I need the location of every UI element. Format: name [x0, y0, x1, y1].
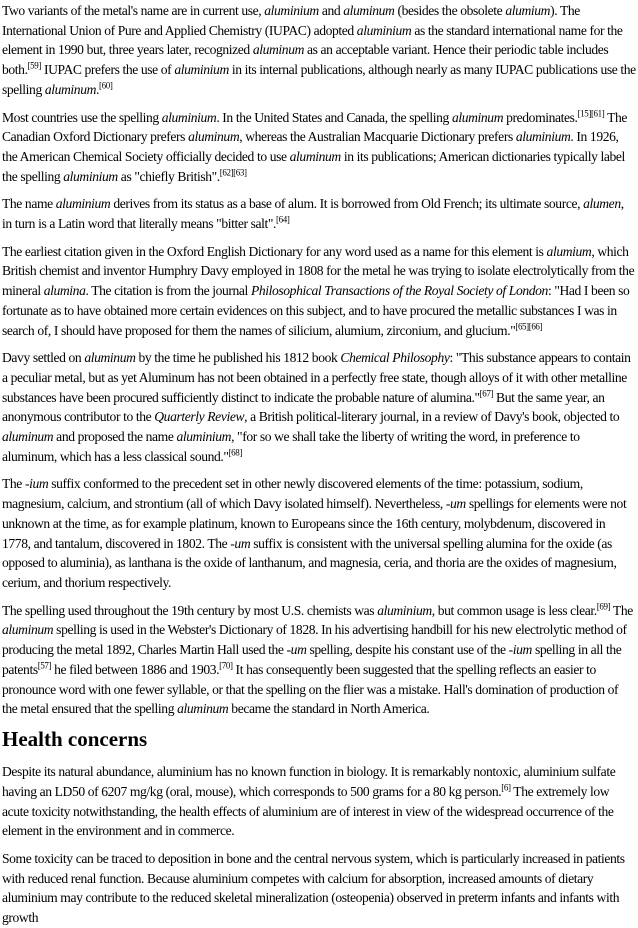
text-run: The spelling used throughout the 19th century by most U.S. chemists was [2, 602, 378, 618]
citation-reference[interactable]: [15][61] [577, 107, 605, 118]
italic-term: aluminum [2, 429, 54, 445]
citation-reference[interactable]: [64] [276, 214, 290, 225]
text-run: Two variants of the metal's name are in current use, [2, 3, 265, 18]
italic-term: -um [286, 642, 307, 658]
text-run: , but common usage is less clear. [431, 602, 597, 618]
text-run: IUPAC prefers the use of [40, 62, 175, 78]
text-run: and [318, 3, 344, 18]
italic-term: Chemical Philosophy [340, 350, 450, 366]
paragraph [2, 762, 636, 841]
italic-term: -ium [24, 476, 49, 492]
text-run: spelling is used in the Webster's Dictionary of 1828. In his advertising handbill for his new electrolytic method of producing the metal 1892, Charles Martin Hall used the [2, 622, 627, 658]
italic-term: alumina [43, 283, 86, 299]
text-run: predominates. [503, 109, 578, 125]
italic-term: aluminium [377, 602, 432, 618]
text-run: as the standard international name for the element in 1990 but, three years later, recognized [2, 22, 623, 58]
italic-term: aluminum [84, 350, 136, 366]
text-run: Despite its natural abundance, aluminium has no known function in biology. It is remarkably nontoxic, aluminium sulfate having an LD50 of 6207 mg/kg (oral, mouse), which corresponds to 500 grams for a 80 kg person. [2, 764, 616, 799]
text-run: spelling in all the patents [2, 642, 622, 677]
text-run: in its internal publications, although nearly as many IUPAC publications use the spelling [2, 62, 636, 97]
italic-term: aluminium [174, 62, 229, 78]
text-run: , which British chemist and inventor Humphry Davy employed in 1808 for the metal he was trying to isolate electrolytically from the mineral [2, 243, 635, 299]
text-run: . In the United States and Canada, the spelling [216, 109, 452, 125]
citation-reference[interactable]: [60] [99, 80, 113, 91]
text-run: Davy settled on [2, 350, 85, 366]
italic-term: aluminum [177, 701, 229, 717]
text-run: The [610, 602, 633, 618]
text-run: : "This substance appears to contain a peculiar metal, but as yet Aluminum has not been obtained in a perfectly free state, though alloys of it with other metalline substances have been procured sufficiently distinct to indicate the probable nature of alumina." [2, 350, 631, 405]
text-run: : "Had I been so fortunate as to have obtained more certain evidences on this subject, and to have procured the metallic substances I was in search of, I should have proposed for them the names of silicium, alumium, zirconium, and glucium." [2, 283, 630, 338]
text-run: Some toxicity can be traced to deposition in bone and the central nervous system, which is particularly increased in patients with reduced renal function. Because aluminium competes with calcium for absorption, increased amounts of dietary aluminium may contribute to the reduced skeletal mineralization (osteopenia) observed in preterm infants and infants with growth [2, 850, 625, 926]
text-run: , "for so we shall take the liberty of writing the word, in preference to aluminum, which has a less classical sound." [2, 429, 580, 464]
section-etymology [2, 1, 636, 719]
italic-term: aluminum [451, 109, 504, 125]
italic-term: aluminium [356, 22, 412, 38]
text-run: by the time he published his 1812 book [135, 350, 341, 366]
paragraph [2, 1, 636, 100]
text-run: spellings for elements were not unknown at the time, as for example platinum, known to Europeans since the 16th century, molybdenum, discovered in 1778, and tantalum, discovered in 1802. The [2, 496, 627, 551]
italic-term: aluminium [176, 429, 232, 445]
text-run: , a British political-literary journal, in a review of Davy's book, objected to [244, 409, 620, 425]
text-run: The [2, 476, 25, 492]
paragraph [2, 601, 636, 719]
paragraph [2, 348, 636, 466]
citation-reference[interactable]: [62][63] [219, 167, 247, 178]
text-run: . In 1926, the American Chemical Society officially decided to use [2, 129, 619, 164]
text-run: and proposed the name [53, 429, 177, 445]
text-run: , whereas the Australian Macquarie Dictionary prefers [239, 129, 516, 145]
italic-term: Quarterly Review [154, 409, 245, 425]
text-run: derives from its status as a base of alum. It is borrowed from Old French; its ultimate source, [110, 196, 584, 212]
paragraph [2, 242, 636, 341]
italic-term: aluminum [2, 622, 54, 638]
citation-reference[interactable]: [59] [27, 60, 41, 71]
text-run: The Canadian Oxford Dictionary prefers [2, 109, 628, 145]
text-run: , in turn is a Latin word that literally means "bitter salt". [2, 196, 624, 232]
text-run: . [96, 81, 100, 97]
italic-term: alumium [546, 243, 592, 259]
text-run: Most countries use the spelling [2, 109, 162, 125]
text-run: . The citation is from the journal [85, 283, 251, 299]
italic-term: alumen [583, 196, 621, 212]
italic-term: -um [445, 496, 466, 512]
italic-term: aluminium [515, 129, 571, 145]
text-run: became the standard in North America. [228, 701, 430, 717]
italic-term: -um [230, 535, 251, 551]
italic-term: alumium [505, 3, 551, 18]
citation-reference[interactable]: [69] [596, 601, 611, 612]
paragraph [2, 108, 636, 187]
text-run: in its publications; American dictionaries typically label the spelling [2, 148, 625, 184]
text-run: The extremely low acute toxicity notwithstanding, the health effects of aluminium are of interest in view of the widespread occurrence of the element in the environment and in commerce. [2, 783, 614, 839]
text-run: The name [2, 196, 56, 212]
italic-term: aluminum [188, 129, 240, 145]
italic-term: aluminum [252, 42, 305, 58]
italic-term: aluminium [264, 3, 319, 18]
text-run: But the same year, an anonymous contributor to the [2, 389, 605, 425]
text-run: The earliest citation given in the Oxford English Dictionary for any word used as a name for this element is [2, 243, 547, 259]
paragraph [2, 194, 636, 233]
text-run: suffix conformed to the precedent set in other newly discovered elements of the time: potassium, sodium, magnesium, calcium, and strontium (all of which Davy isolated himself). Nevertheless, [2, 476, 583, 512]
italic-term: aluminium [161, 109, 217, 125]
italic-term: -ium [508, 642, 532, 658]
text-run: ). The International Union of Pure and Applied Chemistry (IUPAC) adopted [2, 3, 580, 38]
paragraph [2, 474, 636, 592]
italic-term: aluminum [289, 148, 341, 164]
text-run: spelling, despite his constant use of the [306, 642, 509, 658]
text-run: It has consequently been suggested that the spelling reflects an easier to pronounce word with one fewer syllable, or that the spelling on the flier was a mistake. Hall's domination of production of the metal ensured that the spelling [2, 661, 619, 717]
text-run: suffix is consistent with the universal spelling alumina for the oxide (as opposed to aluminia), as lanthana is the oxide of lanthanum, and magnesia, ceria, and thoria are the oxides of magnesium, cerium, and thorium respectively. [2, 535, 617, 590]
text-run: as "chiefly British". [117, 168, 220, 184]
citation-reference[interactable]: [70] [219, 660, 233, 671]
italic-term: aluminum [44, 81, 97, 97]
italic-term: aluminium [55, 196, 111, 212]
citation-reference[interactable]: [68] [228, 447, 242, 458]
citation-reference[interactable]: [65][66] [515, 321, 543, 332]
citation-reference[interactable]: [6] [501, 782, 511, 793]
citation-reference[interactable]: [57] [37, 660, 52, 671]
paragraph [2, 849, 636, 928]
italic-term: aluminium [63, 168, 118, 184]
citation-reference[interactable]: [67] [479, 388, 494, 399]
text-run: he filed between 1886 and 1903. [51, 661, 220, 677]
text-run: (besides the obsolete [394, 3, 506, 18]
italic-term: aluminum [343, 3, 395, 18]
section-health [2, 762, 636, 928]
section-heading: Health concerns [2, 726, 148, 751]
italic-term: Philosophical Transactions of the Royal Society of London [250, 283, 548, 299]
text-run: as an acceptable variant. Hence their periodic table includes both. [2, 42, 609, 78]
